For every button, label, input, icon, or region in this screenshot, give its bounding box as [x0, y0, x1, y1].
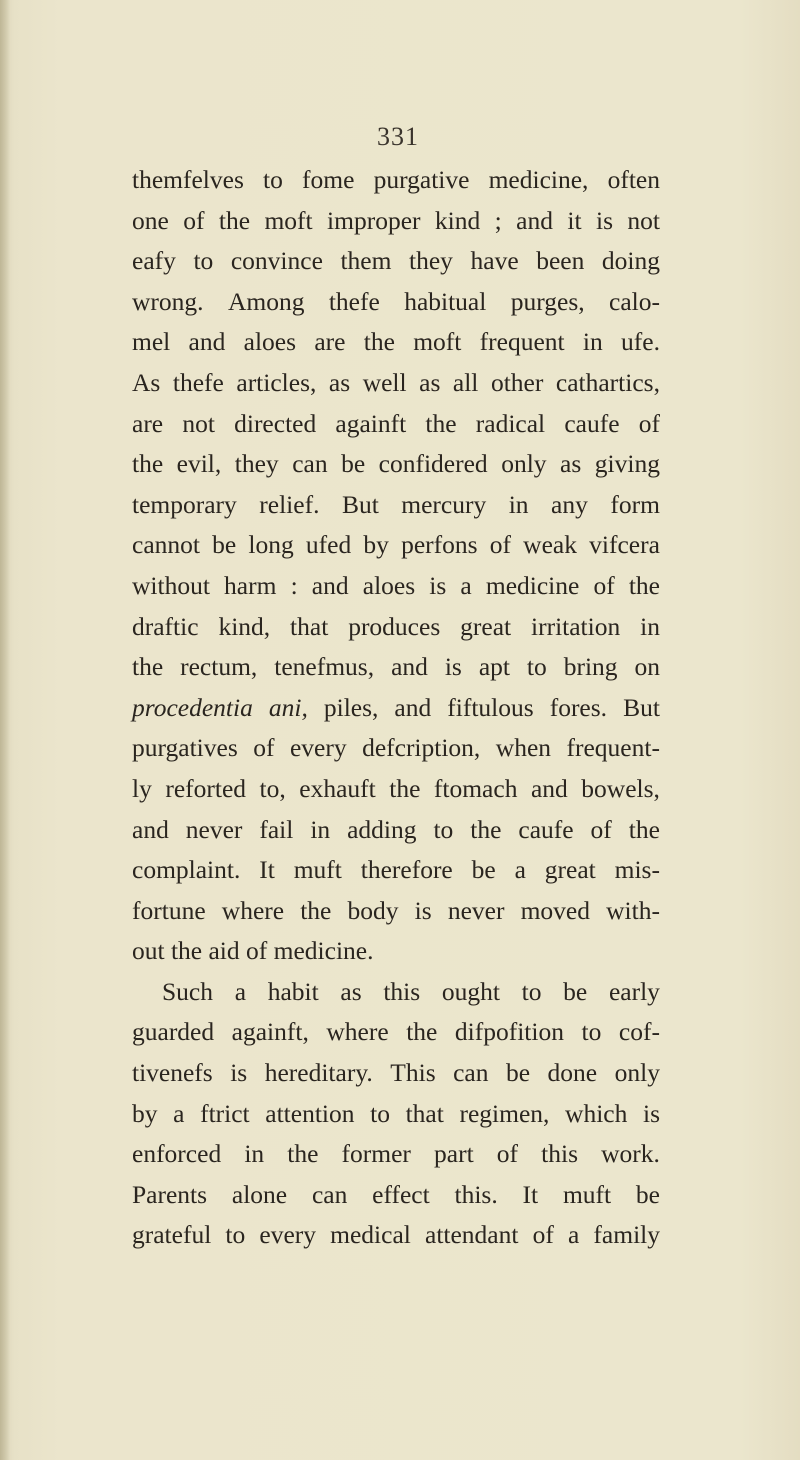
word: exhauft	[299, 773, 376, 803]
word: is	[595, 205, 613, 235]
word: the	[425, 408, 457, 438]
word: piles,	[323, 692, 379, 722]
word: and	[188, 327, 226, 357]
word: the	[628, 570, 660, 600]
word: and	[516, 205, 553, 235]
word: often	[607, 165, 660, 194]
word: confidered	[378, 449, 488, 479]
word: in	[640, 611, 660, 641]
word: ought	[441, 976, 500, 1006]
word: relief.	[259, 489, 320, 519]
word: to	[521, 976, 542, 1006]
word: well	[362, 367, 407, 397]
word: bowels,	[581, 773, 660, 803]
word: where	[326, 1017, 389, 1047]
word: enforced	[132, 1139, 222, 1169]
word: be	[471, 855, 496, 885]
text-line	[132, 160, 660, 201]
word: difpofition	[454, 1017, 564, 1047]
word: But	[341, 489, 379, 519]
word: this	[383, 976, 421, 1006]
word: weak	[523, 530, 577, 560]
word: and	[311, 570, 349, 600]
text-line	[132, 485, 660, 526]
word: on	[634, 652, 660, 682]
word: themfelves	[132, 165, 244, 194]
word: the	[287, 1139, 319, 1169]
word: only	[501, 449, 547, 479]
word: therefore	[360, 855, 453, 885]
word: fiftulous	[447, 692, 534, 722]
word: great	[544, 855, 596, 885]
word: the	[389, 773, 421, 803]
word: ufe.	[621, 327, 660, 357]
word: in	[582, 327, 603, 357]
word: purgative	[373, 165, 470, 194]
word: this	[541, 1139, 578, 1169]
word: is	[429, 570, 447, 600]
word: a	[514, 855, 526, 885]
word: been	[536, 246, 585, 276]
word: caufe	[518, 814, 574, 844]
word: aloes	[243, 327, 297, 357]
word: fores.	[549, 692, 608, 722]
text-line	[132, 363, 660, 404]
word: never	[185, 814, 243, 844]
word: a	[567, 1220, 580, 1250]
word: mel	[132, 327, 171, 357]
word: As	[132, 367, 161, 397]
word: muft	[293, 855, 342, 885]
word: of	[496, 1139, 519, 1169]
word: by	[132, 1098, 158, 1128]
word: be	[212, 530, 237, 560]
word: thefe	[172, 367, 224, 397]
word: to	[263, 165, 283, 194]
word: the	[363, 327, 395, 357]
word: it	[567, 205, 582, 235]
word: Parents	[132, 1179, 208, 1209]
word: medicine,	[488, 165, 589, 194]
word: them	[340, 246, 392, 276]
word: habit	[267, 976, 319, 1006]
word: be	[341, 449, 366, 479]
word: wrong.	[132, 286, 204, 316]
word: bring	[563, 652, 618, 682]
word: the	[132, 449, 164, 479]
word: every	[259, 1220, 317, 1250]
word: to	[193, 246, 214, 276]
word: But	[623, 692, 660, 722]
word: defcription,	[362, 733, 481, 763]
word: directed	[234, 408, 317, 438]
word: only	[614, 1058, 660, 1088]
page-number: 331	[377, 122, 419, 151]
word: harm	[224, 570, 277, 600]
word: kind	[434, 205, 481, 235]
word: draftic	[132, 611, 199, 641]
word: eafy	[132, 246, 176, 276]
word: mis-	[614, 855, 660, 885]
word: irritation	[531, 611, 621, 641]
word: reforted	[165, 773, 247, 803]
word: perfons	[401, 530, 478, 560]
word: temporary	[132, 489, 237, 519]
word: calo-	[609, 286, 660, 316]
word: is	[444, 652, 462, 682]
word: radical	[475, 408, 546, 438]
word: not	[627, 205, 660, 235]
word: of	[183, 205, 205, 235]
text-line	[132, 688, 660, 729]
word: moft	[264, 205, 313, 235]
word: fome	[302, 165, 355, 194]
text-line	[132, 1175, 660, 1216]
word: of	[638, 408, 660, 438]
word: a	[234, 976, 247, 1006]
word: ly	[132, 773, 152, 803]
word: to	[370, 1098, 390, 1128]
word: one	[132, 205, 169, 235]
text-line	[132, 972, 660, 1013]
word: apt	[478, 652, 510, 682]
word: and	[394, 692, 432, 722]
word: every	[289, 733, 347, 763]
word: any	[551, 489, 588, 519]
word: Among	[227, 286, 305, 316]
word: :	[290, 570, 298, 600]
text-segment: out the aid of medicine.	[132, 936, 374, 966]
word: vifcera	[589, 530, 660, 560]
word: work.	[601, 1139, 660, 1169]
word: can	[292, 449, 328, 479]
word: this.	[454, 1179, 498, 1209]
word: convince	[230, 246, 323, 276]
text-line	[132, 607, 660, 648]
word: medical	[330, 1220, 411, 1250]
word: This	[390, 1058, 436, 1088]
word: to	[581, 1017, 602, 1047]
word: which	[565, 1098, 628, 1128]
word: the	[470, 814, 502, 844]
word: by	[363, 530, 389, 560]
word: form	[610, 489, 660, 519]
text-line	[132, 810, 660, 851]
text-line	[132, 1053, 660, 1094]
word: the	[218, 205, 251, 235]
word: of	[590, 814, 612, 844]
word: tenefmus,	[274, 652, 375, 682]
word: the	[628, 814, 660, 844]
text-line	[132, 931, 660, 972]
word: part	[434, 1139, 474, 1169]
word: can	[311, 1179, 348, 1209]
word: in	[508, 489, 529, 519]
word: doing	[601, 246, 660, 276]
body-text	[132, 160, 660, 1256]
text-line	[132, 404, 660, 445]
word: the	[406, 1017, 438, 1047]
word: that	[290, 611, 329, 641]
word: fortune	[132, 895, 206, 925]
word: tivenefs	[132, 1058, 213, 1088]
word: complaint.	[132, 855, 241, 885]
word: are	[132, 408, 164, 438]
text-line	[132, 1215, 660, 1256]
spine-shadow	[0, 0, 10, 1460]
word: mercury	[401, 489, 487, 519]
word: and	[132, 814, 169, 844]
word: It	[259, 855, 275, 885]
word: giving	[594, 449, 660, 479]
text-line	[132, 1012, 660, 1053]
word: ufed	[305, 530, 352, 560]
word: be	[635, 1179, 660, 1209]
word: and	[391, 652, 428, 682]
word: frequent-	[566, 733, 660, 763]
word: kind,	[218, 611, 271, 641]
word: frequent	[479, 327, 565, 357]
text-line	[132, 241, 660, 282]
word: of	[532, 1220, 554, 1250]
word: that	[405, 1098, 444, 1128]
word: long	[248, 530, 294, 560]
word: the	[132, 652, 164, 682]
word: they	[409, 246, 453, 276]
word: is	[642, 1098, 660, 1128]
word: aloes	[362, 570, 416, 600]
word: grateful	[132, 1220, 212, 1250]
word: ftrict	[200, 1098, 250, 1128]
word: to	[526, 652, 547, 682]
word: when	[495, 733, 552, 763]
word: moved	[520, 895, 590, 925]
word: of	[253, 733, 275, 763]
word: as	[419, 367, 441, 397]
word: as	[340, 976, 362, 1006]
word: cof-	[618, 1017, 660, 1047]
word: early	[608, 976, 660, 1006]
word: to	[433, 814, 454, 844]
word: purgatives	[132, 733, 238, 763]
word: all	[452, 367, 479, 397]
word: guarded	[132, 1017, 215, 1047]
word: caufe	[564, 408, 620, 438]
word: improper	[327, 205, 421, 235]
word: in	[244, 1139, 265, 1169]
text-line	[132, 769, 660, 810]
word: done	[547, 1058, 598, 1088]
word: are	[314, 327, 346, 357]
word: rectum,	[180, 652, 258, 682]
word: produces	[348, 611, 441, 641]
text-line	[132, 525, 660, 566]
word: fail	[259, 814, 294, 844]
word: former	[341, 1139, 411, 1169]
word: with-	[606, 895, 660, 925]
text-line	[132, 891, 660, 932]
word: be	[505, 1058, 531, 1088]
word: to	[225, 1220, 246, 1250]
text-line	[132, 850, 660, 891]
word: is	[230, 1058, 248, 1088]
text-line	[132, 566, 660, 607]
text-line	[132, 201, 660, 242]
word: other	[490, 367, 544, 397]
word: medicine	[485, 570, 580, 600]
word: is	[414, 895, 432, 925]
text-line	[132, 282, 660, 323]
text-line	[132, 322, 660, 363]
word: they	[234, 449, 279, 479]
word: articles,	[236, 367, 317, 397]
word: body	[347, 895, 399, 925]
word: hereditary.	[264, 1058, 373, 1088]
word: a	[173, 1098, 185, 1128]
word: againft,	[231, 1017, 309, 1047]
word: as	[560, 449, 582, 479]
word: thefe	[328, 286, 380, 316]
text-line	[132, 1134, 660, 1175]
word: adding	[347, 814, 417, 844]
word: cathartics,	[555, 367, 660, 397]
word: It	[522, 1179, 539, 1209]
word: the	[300, 895, 332, 925]
word: a	[460, 570, 472, 600]
word: cannot	[132, 530, 200, 560]
word: habitual	[404, 286, 487, 316]
text-line	[132, 444, 660, 485]
word: attention	[265, 1098, 355, 1128]
word: againft	[335, 408, 407, 438]
word: of	[593, 570, 615, 600]
word: to,	[259, 773, 286, 803]
word: where	[221, 895, 285, 925]
word: family	[593, 1220, 660, 1250]
word: have	[470, 246, 519, 276]
word: muft	[562, 1179, 612, 1209]
text-line	[132, 728, 660, 769]
word: alone	[231, 1179, 288, 1209]
word: be	[563, 976, 588, 1006]
word: ftomach	[433, 773, 518, 803]
word: of	[489, 530, 511, 560]
word: evil,	[176, 449, 222, 479]
word: without	[132, 570, 210, 600]
word: ani,	[268, 692, 308, 722]
word: not	[182, 408, 215, 438]
word: ;	[494, 205, 502, 235]
word: attendant	[425, 1220, 519, 1250]
word: great	[460, 611, 512, 641]
text-line	[132, 1094, 660, 1135]
word: regimen,	[459, 1098, 550, 1128]
word: as	[328, 367, 351, 397]
word: can	[453, 1058, 489, 1088]
word: effect	[372, 1179, 430, 1209]
word: procedentia	[132, 692, 253, 722]
word: Such	[162, 976, 213, 1006]
word: purges,	[510, 286, 585, 316]
text-line	[132, 647, 660, 688]
word: never	[447, 895, 505, 925]
word: and	[530, 773, 568, 803]
word: moft	[413, 327, 462, 357]
word: in	[310, 814, 331, 844]
